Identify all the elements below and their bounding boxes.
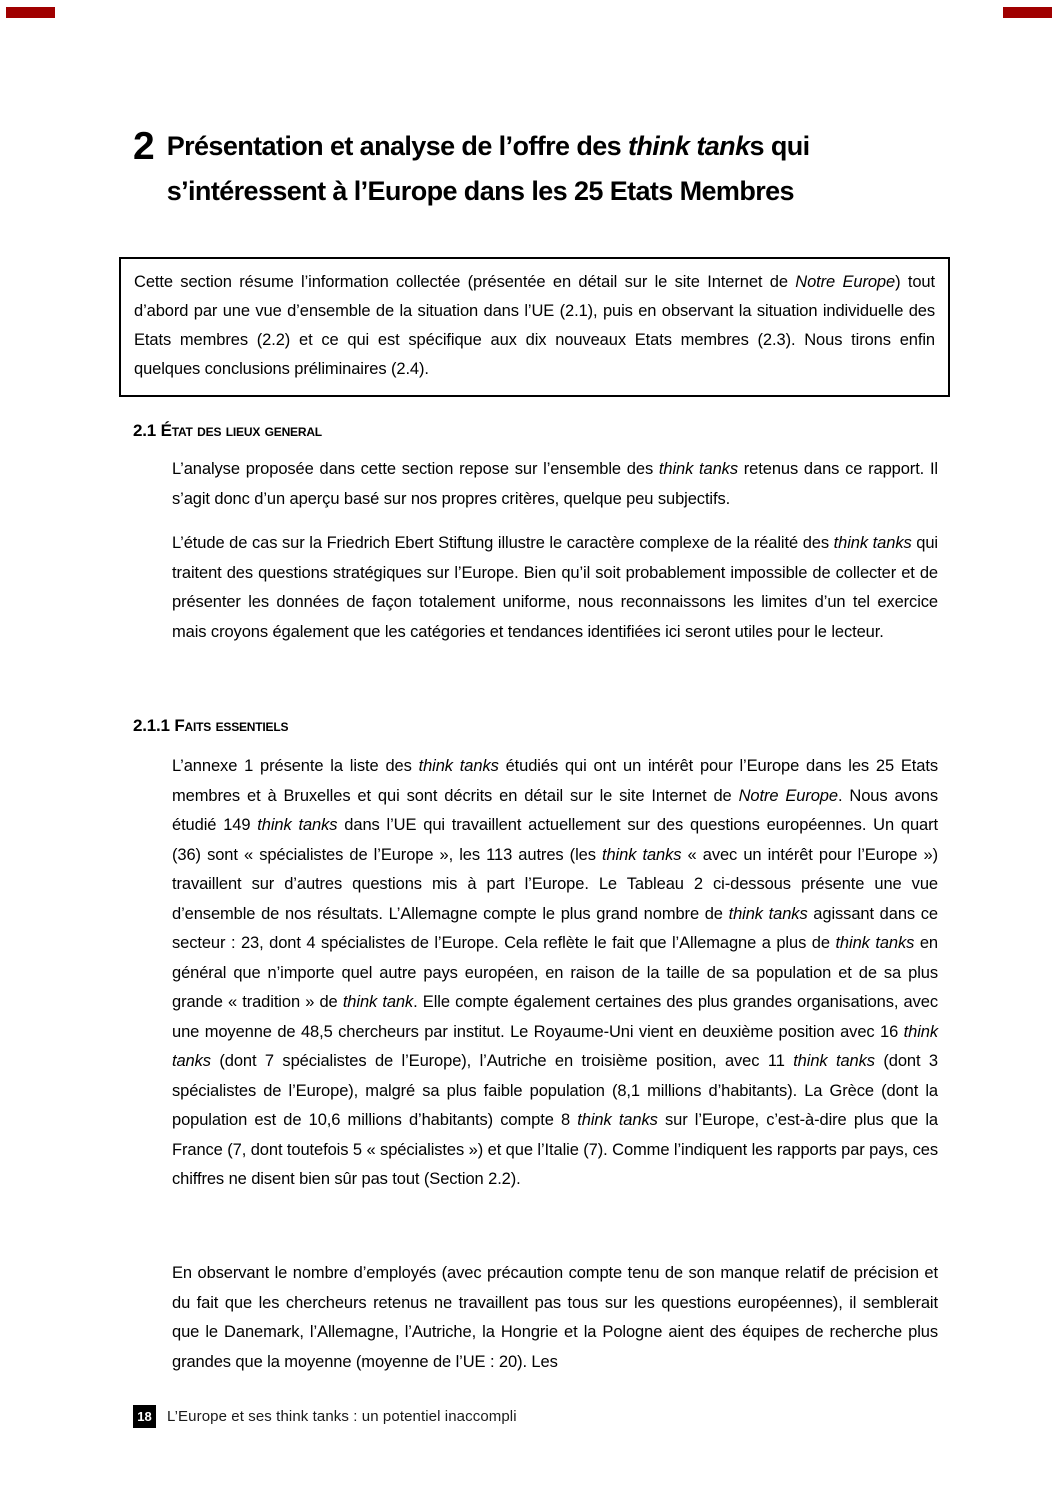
paragraph: L’annexe 1 présente la liste des think tanks étudiés qui ont un intérêt pour l’Europe dans les 25 Etats membres et à Bruxelles et qui sont décrits en détail sur le site Internet de Notre Europe. Nous avons étudié 149 think tanks dans l’UE qui travaillent actuellement sur des questions européennes. Un quart (36) sont « spécialistes de l’Europe », les 113 autres (les think tanks « avec un intérêt pour l’Europe ») travaillent sur d’autres questions mis à part l’Europe. Le Tableau 2 ci-dessous présente une vue d’ensemble de nos résultats. L’Allemagne compte le plus grand nombre de think tanks agissant dans ce secteur : 23, dont 4 spécialistes de l’Europe. Cela reflète le fait que l’Allemagne a plus de think tanks en général que n’importe quel autre pays européen, en raison de la taille de sa population et de sa plus grande « tradition » de think tank. Elle compte également certaines des plus grandes organisations, avec une moyenne de 48,5 chercheurs par institut. Le Royaume-Uni vient en deuxième position avec 16 think tanks (dont 7 spécialistes de l’Europe), l’Autriche en troisième position, avec 11 think tanks (dont 3 spécialistes de l’Europe), malgré sa plus faible population (8,1 millions d’habitants). La Grèce (dont la population est de 10,6 millions d’habitants) compte 8 think tanks sur l’Europe, c’est-à-dire plus que la France (7, dont toutefois 5 « spécialistes ») et que l’Italie (7). Comme l’indiquent les rapports par pays, ces chiffres ne disent bien sûr pas tout (Section 2.2).: [172, 757, 939, 1188]
section-heading-label: Faits essentiels: [174, 716, 289, 735]
page-footer: [133, 1405, 517, 1428]
red-crop-mark-left: [6, 7, 55, 18]
paragraph: En observant le nombre d’employés (avec précaution compte tenu de son manque relatif de précision et du fait que les chercheurs retenus ne travaillent pas tous sur les questions européennes), il semblerait que le Danemark, l’Allemagne, l’Autriche, la Hongrie et la Pologne aient des équipes de recherche plus grandes que la moyenne (moyenne de l’UE : 20). Les: [172, 1264, 938, 1371]
footer-title: L’Europe et ses think tanks : un potentiel inaccompli: [167, 1408, 517, 1425]
summary-box: Cette section résume l’information collectée (présentée en détail sur le site Internet de Notre Europe) tout d’abord par une vue d’ensemble de la situation dans l’UE (2.1), puis en observant la situation individuelle des Etats membres (2.2) et ce qui est spécifique aux dix nouveaux Etats membres (2.3). Nous tirons enfin quelques conclusions préliminaires (2.4).: [119, 257, 950, 397]
paragraph: L’analyse proposée dans cette section repose sur l’ensemble des think tanks retenus dans ce rapport. Il s’agit donc d’un aperçu basé sur nos propres critères, quelque peu subjectifs.: [172, 460, 939, 508]
red-crop-mark-right: [1003, 7, 1052, 18]
section-number: 2.1.1: [133, 716, 170, 735]
section-heading-2-1-1: [133, 716, 288, 736]
paragraph: L’étude de cas sur la Friedrich Ebert Stiftung illustre le caractère complexe de la réalité des think tanks qui traitent des questions stratégiques sur l’Europe. Bien qu’il soit probablement impossible de collecter et de présenter les données de façon totalement uniforme, nous reconnaissons les limites d’un tel exercice mais croyons également que les catégories et tendances identifiées ici seront utiles pour le lecteur.: [172, 534, 938, 641]
section-number: 2.1: [133, 421, 157, 440]
chapter-title-line-1: Présentation et analyse de l’offre des think tanks qui: [166, 131, 810, 161]
chapter-title-line-2: s’intéressent à l’Europe dans les 25 Etats Membres: [166, 176, 794, 206]
section-heading-2-1: [133, 421, 322, 441]
chapter-title-text: [167, 124, 810, 214]
chapter-number: 2: [133, 125, 154, 168]
section-heading-label: État des lieux general: [160, 421, 322, 440]
chapter-title: [133, 124, 810, 214]
page-number-badge: 18: [133, 1405, 156, 1428]
